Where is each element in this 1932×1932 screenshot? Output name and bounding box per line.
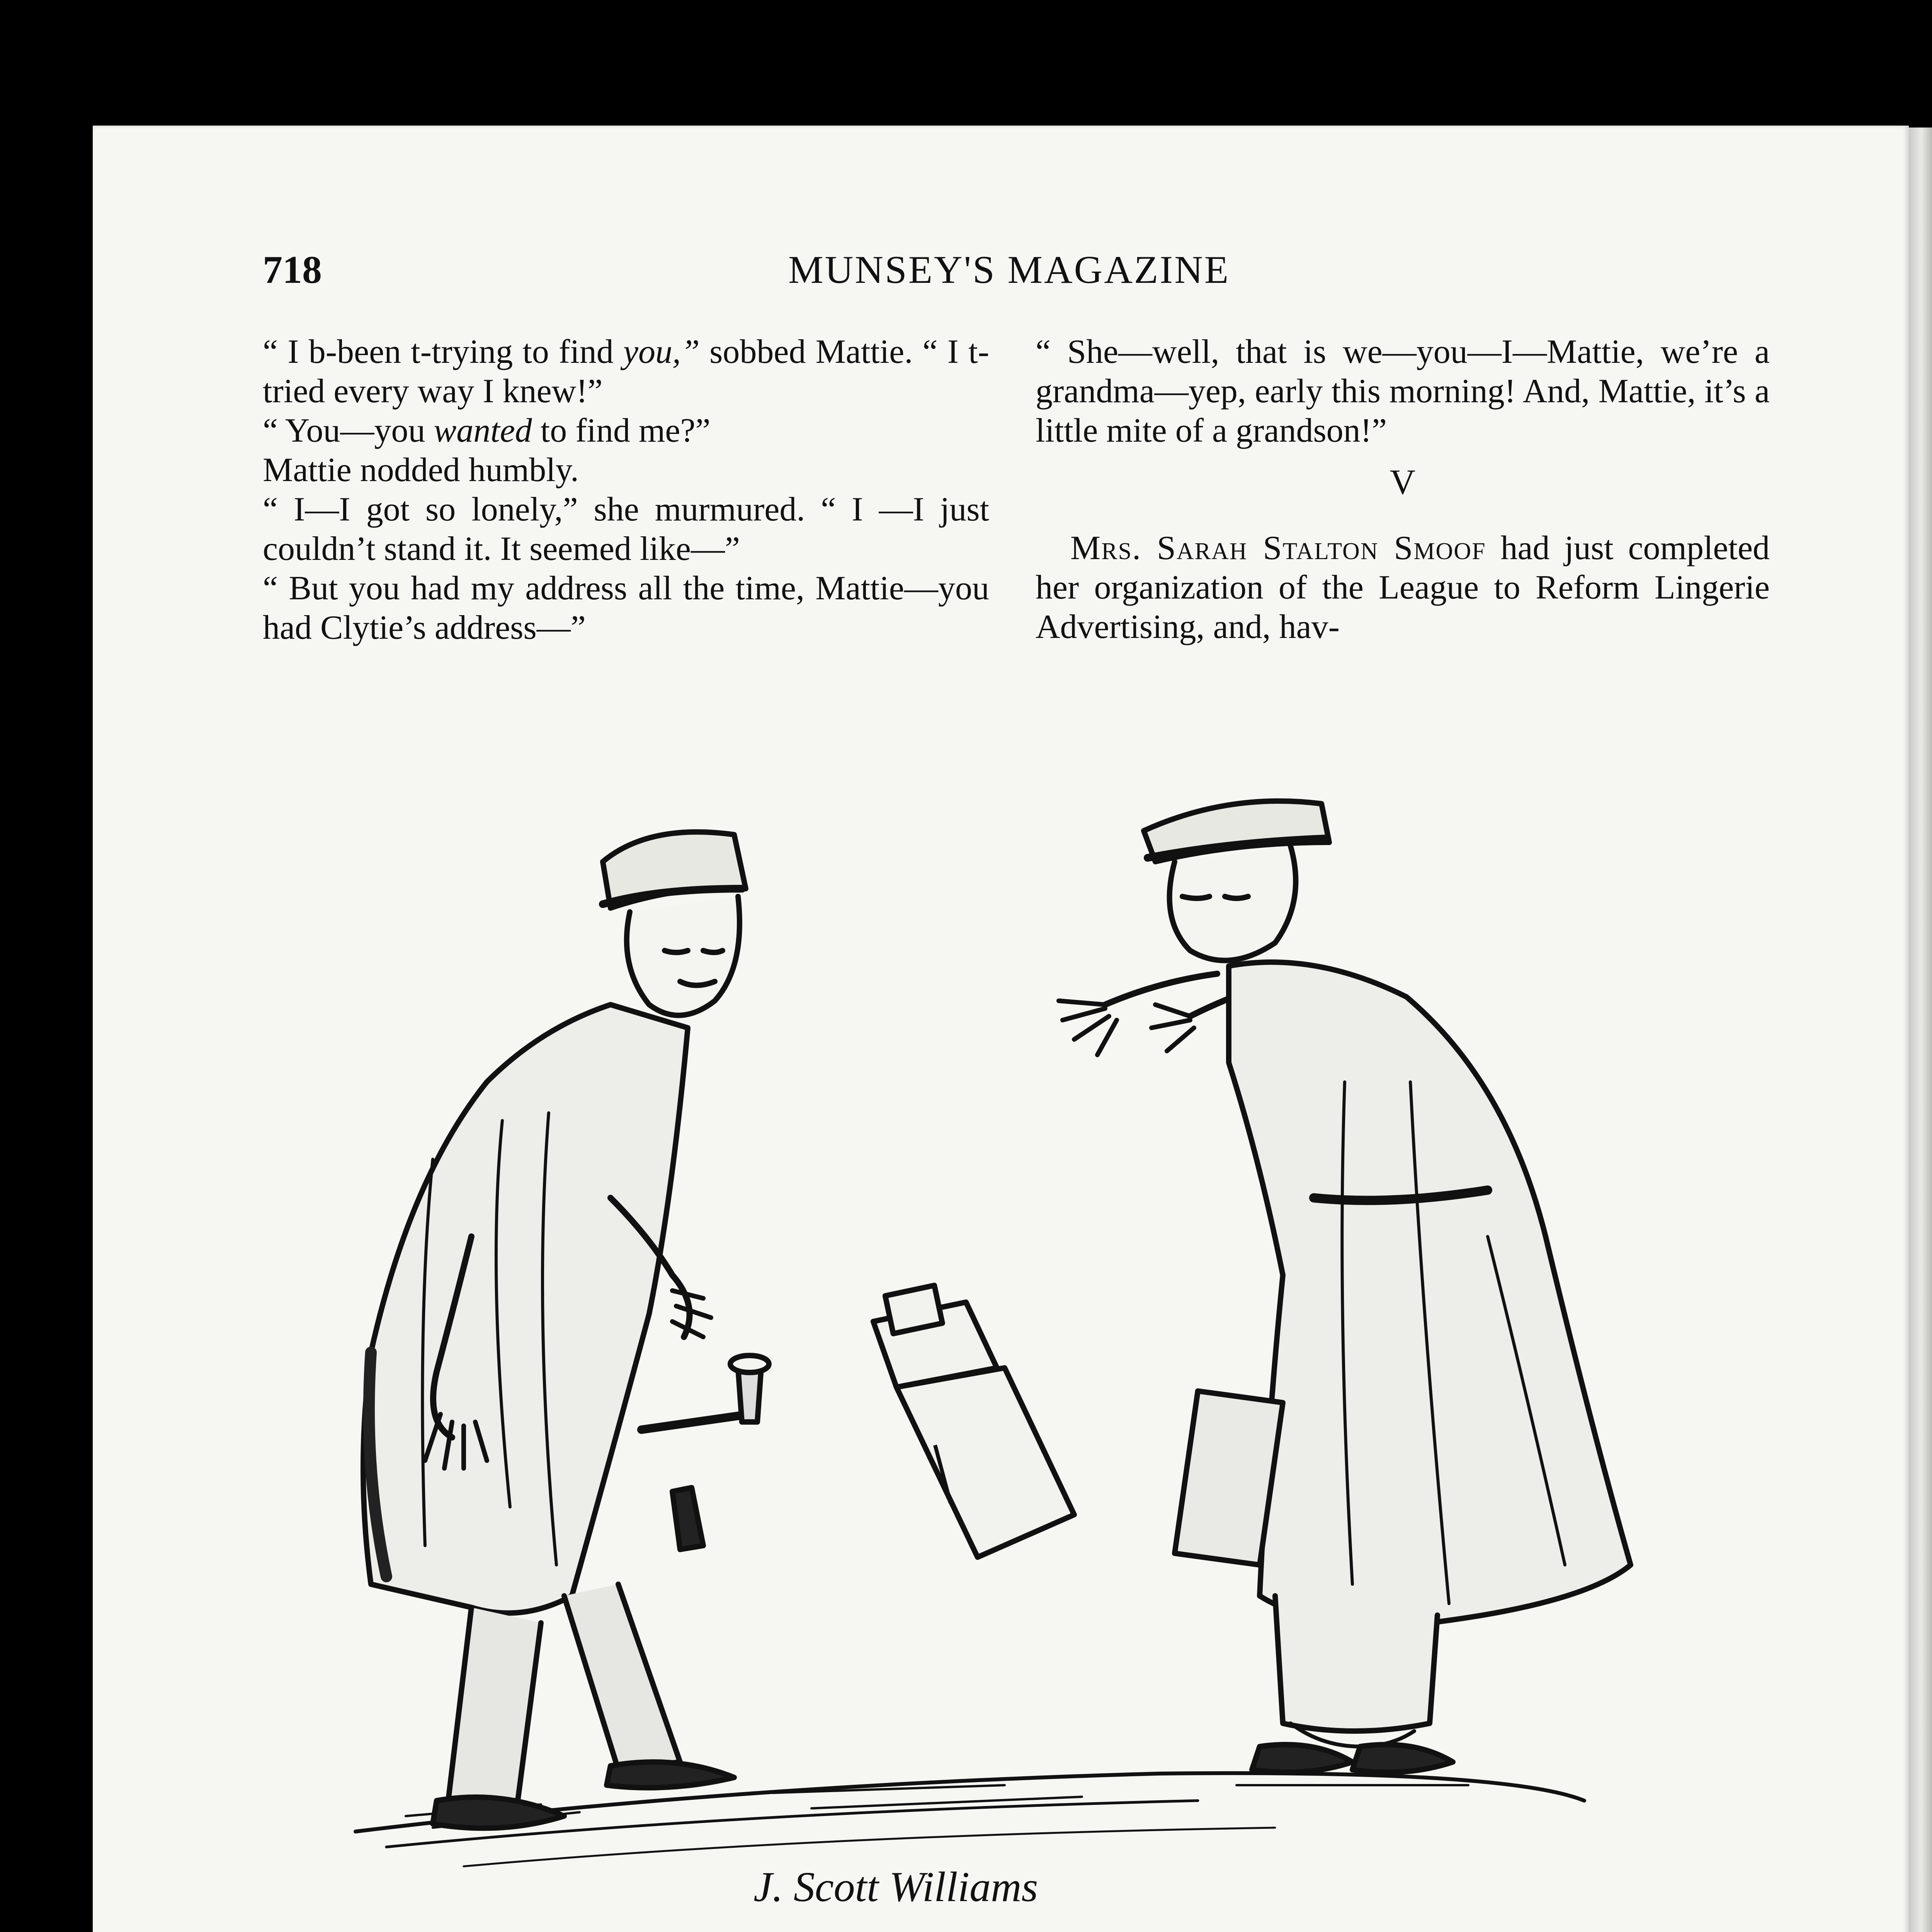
paragraph: Mattie nodded humbly. [263,451,579,489]
running-head: MUNSEY'S MAGAZINE [788,248,1230,292]
paragraph [1036,529,1770,647]
column-top-left [263,332,989,648]
paragraph: “ But you had my address all the time, Mattie—you had Clytie’s address—” [263,570,989,646]
page-header [263,247,1692,294]
paragraph: “ I b-been t-trying to find you,” sobbed Mattie. “ I t-tried every way I knew!” [263,333,989,410]
paragraph-text: had just completed her organization of the League to Reform Lingerie Advertising, and, hav- [1036,529,1770,646]
page-number: 718 [263,248,322,292]
book-spine [1909,128,1932,1932]
column-top-right [1036,332,1770,647]
illustration [270,734,1777,1924]
lantern [873,1286,1074,1557]
name-smallcaps: Mrs. Sarah Stalton Smoof [1070,529,1486,567]
paragraph: “ She—well, that is we—you—I—Mattie, we’re a grandma—yep, early this morning! And, Mattie, it’s a little mite of a grandson!” [1036,333,1770,449]
section-number: V [1389,462,1416,502]
artist-signature: J. Scott Williams [753,1863,1038,1910]
paragraph: “ You—you wanted to find me?” [263,412,711,449]
conductorette-figure [1059,801,1631,1772]
motorman-figure [363,832,769,1828]
paragraph: “ I—I got so lonely,” she murmured. “ I —I just couldn’t stand it. It seemed like—” [263,491,989,568]
